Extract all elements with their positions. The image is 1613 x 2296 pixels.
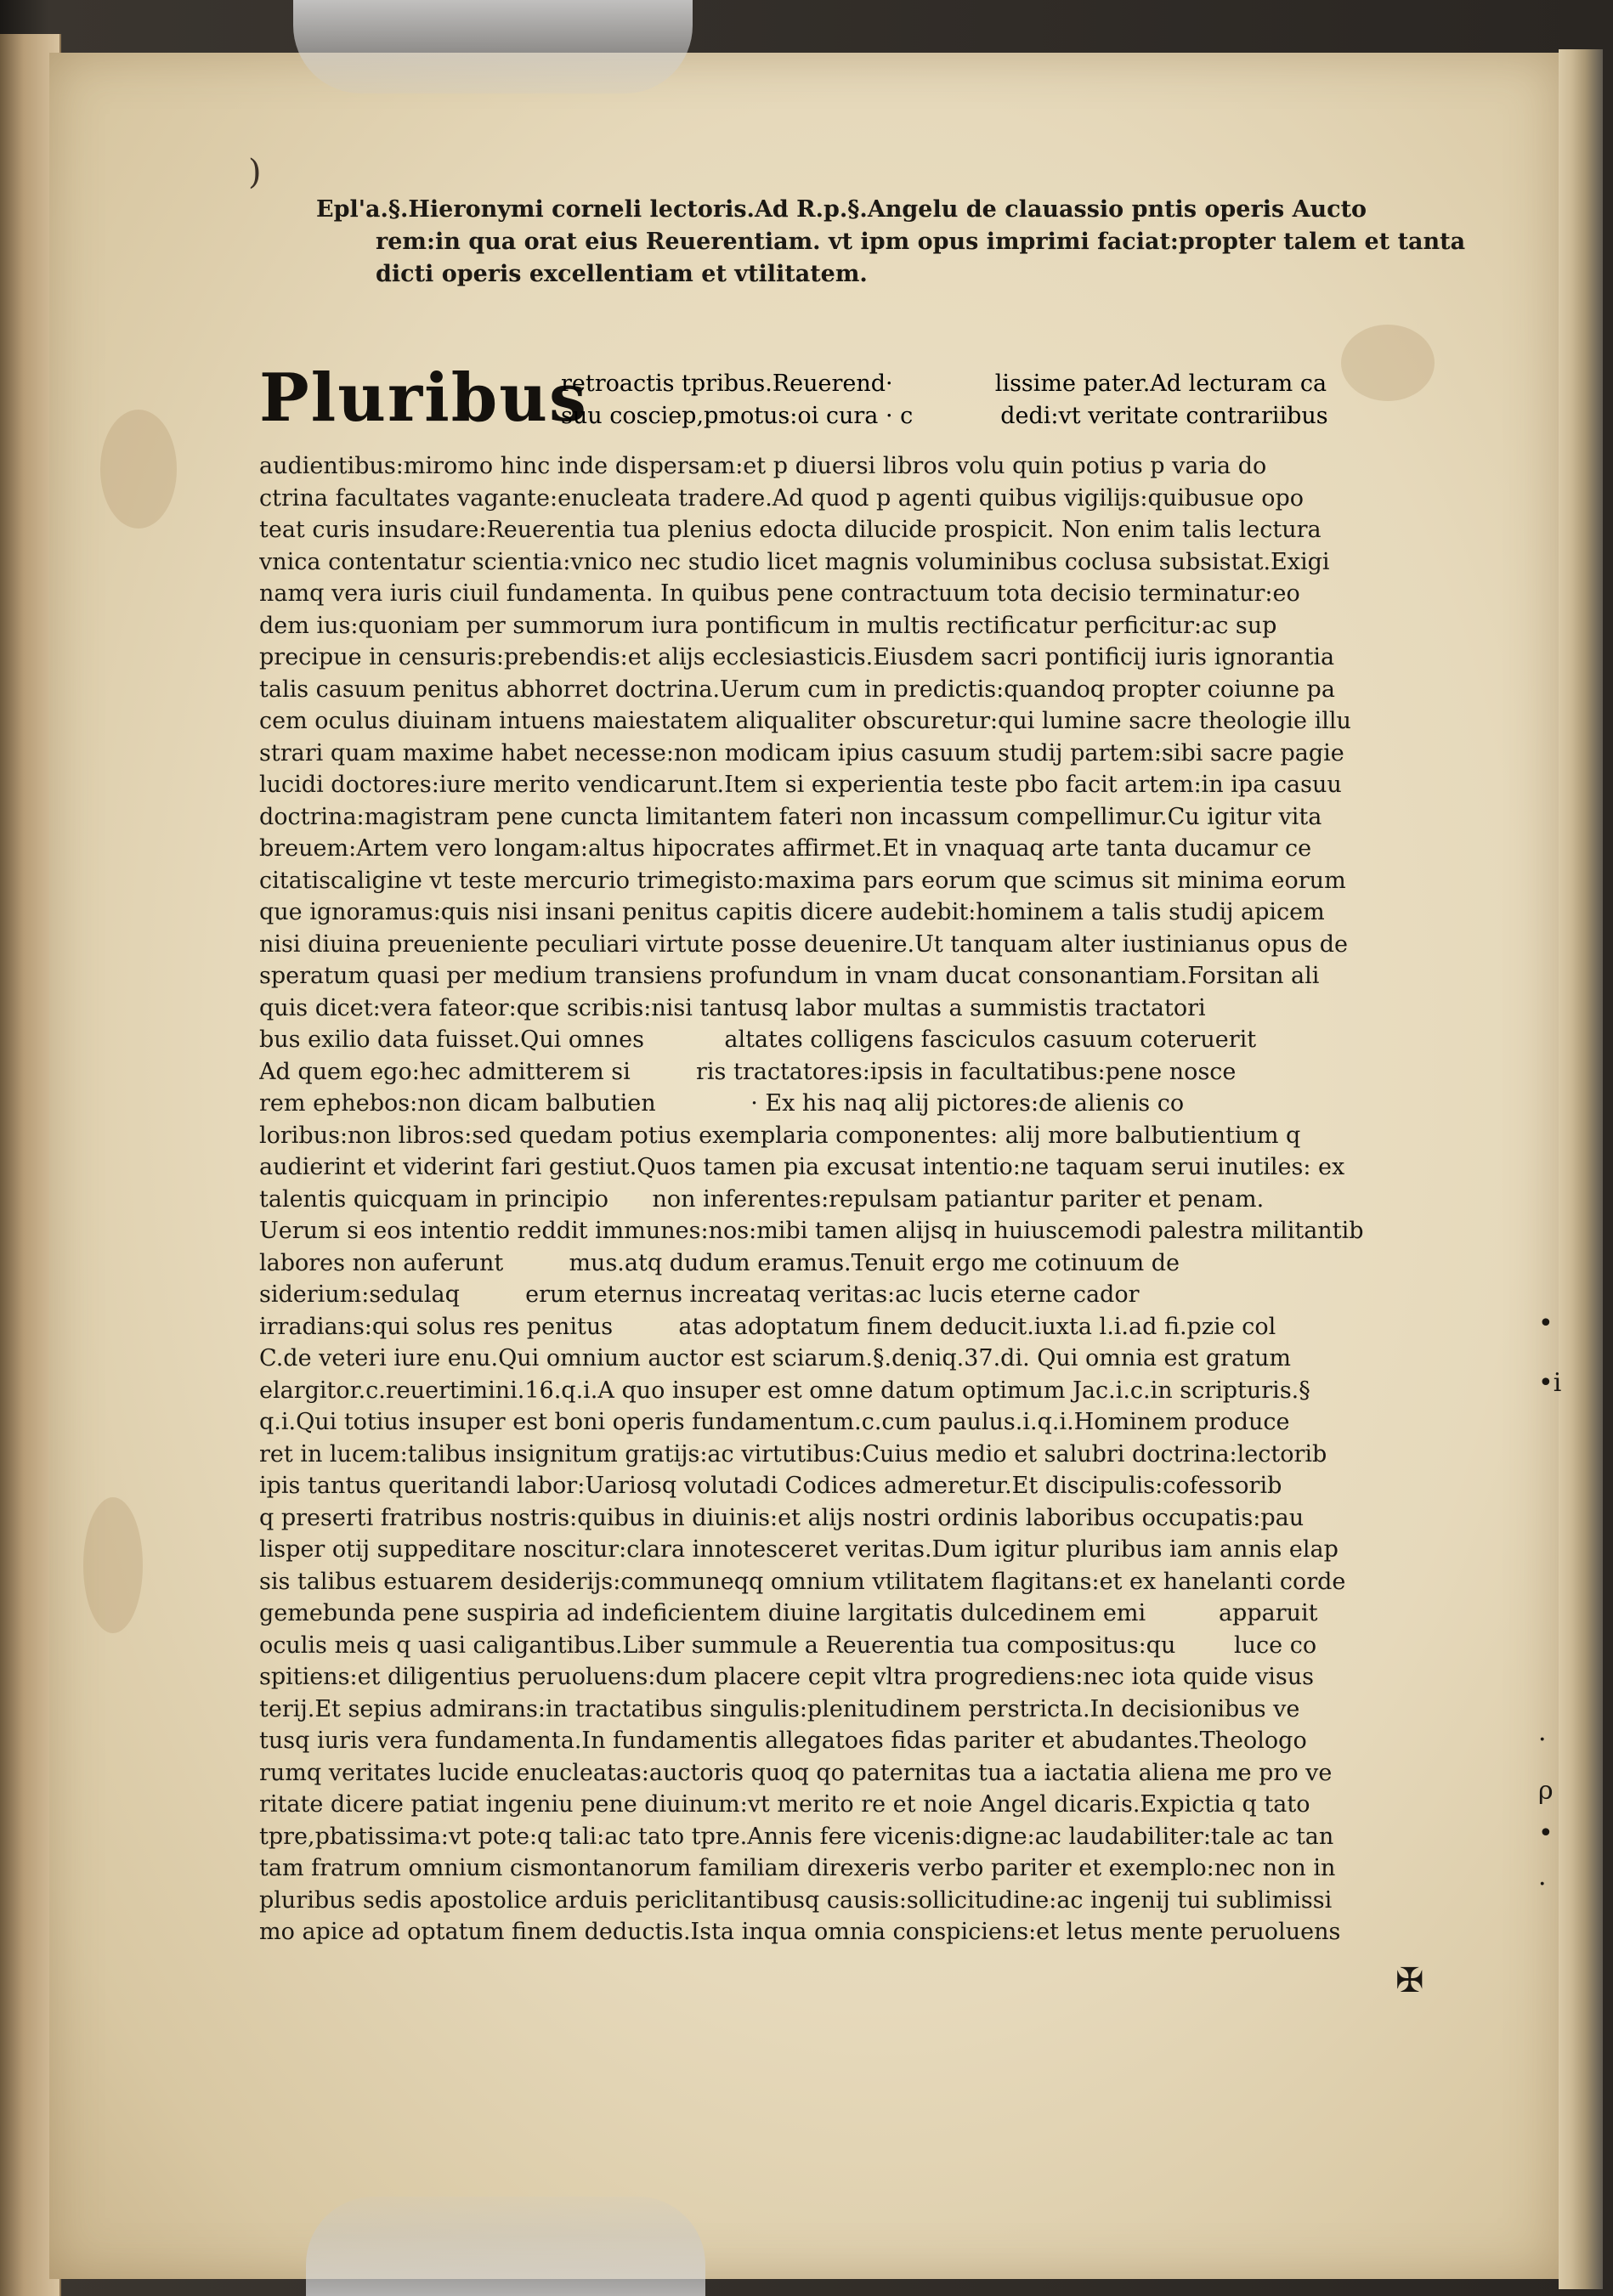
body-line: doctrina:magistram pene cuncta limitantem fateri non incassum compellimur.Cu igitur vita xyxy=(259,803,1322,830)
book-clip-top xyxy=(293,0,693,93)
body-line: gemebunda pene suspiria ad indeficientem diuine largitatis dulcedinem emi apparuit xyxy=(259,1600,1318,1626)
body-line: elargitor.c.reuertimini.16.q.i.A quo insuper est omne datum optimum Jac.i.c.in scripturis.§ xyxy=(259,1377,1310,1404)
body-line: citatiscaligine vt teste mercurio trimegisto:maxima pars eorum que scimus sit minima eorum xyxy=(259,867,1346,894)
body-line: rumq veritates lucide enucleatas:auctoris quoq qo paternitas tua a iactatia aliena me pro ve xyxy=(259,1759,1333,1786)
decorated-initial-word: Pluribus xyxy=(259,359,588,437)
heading-line: rem:in qua orat eius Reuerentiam. vt ipm opus imprimi faciat:propter talem et tanta xyxy=(376,229,1466,255)
margin-mark: • xyxy=(1538,1309,1554,1338)
margin-mark: · xyxy=(1538,1725,1547,1755)
foxing-stain xyxy=(100,410,177,529)
body-line: bus exilio data fuisset.Qui omnes altates colligens fasciculos casuum coteruerit xyxy=(259,1026,1257,1053)
body-line: nisi diuina preueniente peculiari virtute posse deuenire.Ut tanquam alter iustinianus opus de xyxy=(259,930,1348,958)
body-line: audientibus:miromo hinc inde dispersam:et p diuersi libros volu quin potius p varia do xyxy=(259,453,1267,479)
body-line: q preserti fratribus nostris:quibus in diuinis:et alijs nostri ordinis laboribus occupatis:pau xyxy=(259,1504,1305,1531)
body-line: ritate dicere patiat ingeniu pene diuinum:vt merito re et noie Angel dicaris.Expictia q tato xyxy=(259,1791,1310,1818)
body-line: que ignoramus:quis nisi insani penitus capitis dicere audebit:hominem a talis studij apicem xyxy=(259,899,1325,925)
body-line: speratum quasi per medium transiens profundum in vnam ducat consonantiam.Forsitan ali xyxy=(259,963,1320,989)
body-line: strari quam maxime habet necesse:non modicam ipius casuum studij partem:sibi sacre pagie xyxy=(259,739,1344,766)
book-clip-bottom xyxy=(306,2197,705,2296)
initial-side-lines xyxy=(561,368,1496,433)
body-line: spitiens:et diligentius peruoluens:dum placere cepit vltra progrediens:nec iota quide visus xyxy=(259,1664,1315,1690)
body-line: ipis tantus queritandi labor:Uariosq volutadi Codices admeretur.Et discipulis:cofessorib xyxy=(259,1473,1282,1499)
body-line: irradians:qui solus res penitus atas adoptatum finem deducit.iuxta l.i.ad fi.pzie col xyxy=(259,1313,1276,1340)
body-line: suu cosciep,pmotus:oi cura · c dedi:vt veritate contrariibus xyxy=(561,403,1328,429)
right-page-edge xyxy=(1559,49,1603,2289)
body-line: oculis meis q uasi caligantibus.Liber summule a Reuerentia tua compositus:qu luce co xyxy=(259,1632,1317,1659)
body-line: quis dicet:vera fateor:que scribis:nisi tantusq labor multas a summistis tractatori xyxy=(259,994,1206,1021)
opening-initial-row xyxy=(259,361,1500,450)
body-line: lisper otij suppeditare noscitur:clara innotesceret veritas.Dum igitur pluribus iam annis elap xyxy=(259,1536,1339,1563)
body-line: pluribus sedis apostolice arduis periclitantibusq causis:sollicitudine:ac ingenij tui sublimissi xyxy=(259,1886,1333,1914)
body-line: ctrina facultates vagante:enucleata tradere.Ad quod p agenti quibus vigilijs:quibusue opo xyxy=(259,484,1305,512)
body-line: Ad quem ego:hec admitterem si ris tractatores:ipsis in facultatibus:pene nosce xyxy=(259,1058,1237,1085)
body-line: vnica contentatur scientia:vnico nec studio licet magnis voluminibus coclusa subsistat.Exigi xyxy=(259,548,1330,575)
heading-line: dicti operis excellentiam et vtilitatem. xyxy=(376,261,868,287)
letter-heading xyxy=(316,194,1497,291)
body-line: sis talibus estuarem desiderijs:communeqq omnium vtilitatem flagitans:et ex hanelanti corde xyxy=(259,1568,1346,1595)
margin-mark: • xyxy=(1538,1818,1554,1848)
body-line: mo apice ad optatum finem deductis.Ista inqua omnia conspiciens:et letus mente peruoluens xyxy=(259,1919,1341,1945)
body-line: teat curis insudare:Reuerentia tua plenius edocta dilucide prospicit. Non enim talis lectura xyxy=(259,517,1322,543)
body-line: tusq iuris vera fundamenta.In fundamentis allegatoes fidas pariter et abudantes.Theologo xyxy=(259,1728,1307,1754)
body-line: dem ius:quoniam per summorum iura pontificum in multis rectificatur perficitur:ac sup xyxy=(259,612,1277,639)
margin-mark: ρ xyxy=(1538,1776,1554,1806)
body-line: tpre,pbatissima:vt pote:q tali:ac tato tpre.Annis fere vicenis:digne:ac laudabiliter:tale ac tan xyxy=(259,1823,1334,1850)
body-line: lucidi doctores:iure merito vendicarunt.Item si experientia teste pbo facit artem:in ipa casuu xyxy=(259,772,1342,798)
margin-mark: · xyxy=(1538,1869,1547,1899)
body-line: precipue in censuris:prebendis:et alijs ecclesiasticis.Eiusdem sacri pontificij iuris ignorantia xyxy=(259,644,1335,670)
body-line: Uerum si eos intentio reddit immunes:nos:mibi tamen alijsq in huiuscemodi palestra militantib xyxy=(259,1218,1364,1244)
body-line: C.de veteri iure enu.Qui omnium auctor est sciarum.§.deniq.37.di. Qui omnia est gratum xyxy=(259,1345,1291,1371)
body-line: talis casuum penitus abhorret doctrina.Uerum cum in predictis:quandoq propter coiunne pa xyxy=(259,676,1335,703)
heading-line: Epl'a.§.Hieronymi corneli lectoris.Ad R.p.§.Angelu de clauassio pntis operis Aucto xyxy=(316,196,1367,223)
letter-body xyxy=(259,450,1500,1948)
body-line: namq vera iuris ciuil fundamenta. In quibus pene contractuum tota decisio terminatur:eo xyxy=(259,580,1300,607)
foxing-stain xyxy=(83,1497,143,1633)
body-line: cem oculus diuinam intuens maiestatem aliqualiter obscuretur:qui lumine sacre theologie illu xyxy=(259,708,1351,734)
body-line: talentis quicquam in principio non inferentes:repulsam patiantur pariter et penam. xyxy=(259,1185,1265,1213)
margin-bracket: ) xyxy=(248,153,262,192)
body-line: ret in lucem:talibus insignitum gratijs:ac virtutibus:Cuius medio et salubri doctrina:lectorib xyxy=(259,1440,1327,1468)
body-line: audierint et viderint fari gestiut.Quos tamen pia excusat intentio:ne taquam serui inutiles: ex xyxy=(259,1154,1345,1180)
body-line: q.i.Qui totius insuper est boni operis fundamentum.c.cum paulus.i.q.i.Hominem produce xyxy=(259,1409,1290,1435)
body-line: rem ephebos:non dicam balbutien · Ex his naq alij pictores:de alienis co xyxy=(259,1090,1185,1117)
body-line: terij.Et sepius admirans:in tractatibus singulis:plenitudinem perstricta.In decisionibus ve xyxy=(259,1695,1300,1722)
body-line: breuem:Artem vero longam:altus hipocrates affirmet.Et in vnaquaq arte tanta ducamur ce xyxy=(259,835,1312,862)
body-line: labores non auferunt mus.atq dudum eramus.Tenuit ergo me cotinuum de xyxy=(259,1249,1180,1276)
cross-symbol: ✠ xyxy=(1395,1961,1424,2000)
body-line: tam fratrum omnium cismontanorum familiam direxeris verbo pariter et exemplo:nec non in xyxy=(259,1855,1336,1881)
body-line: loribus:non libros:sed quedam potius exemplaria componentes: alij more balbutientium q xyxy=(259,1122,1301,1149)
body-line: retroactis tpribus.Reuerend· lissime pater.Ad lecturam ca xyxy=(561,370,1327,397)
margin-mark: •i xyxy=(1538,1368,1562,1398)
body-line: siderium:sedulaq erum eternus increataq veritas:ac lucis eterne cador xyxy=(259,1281,1140,1308)
